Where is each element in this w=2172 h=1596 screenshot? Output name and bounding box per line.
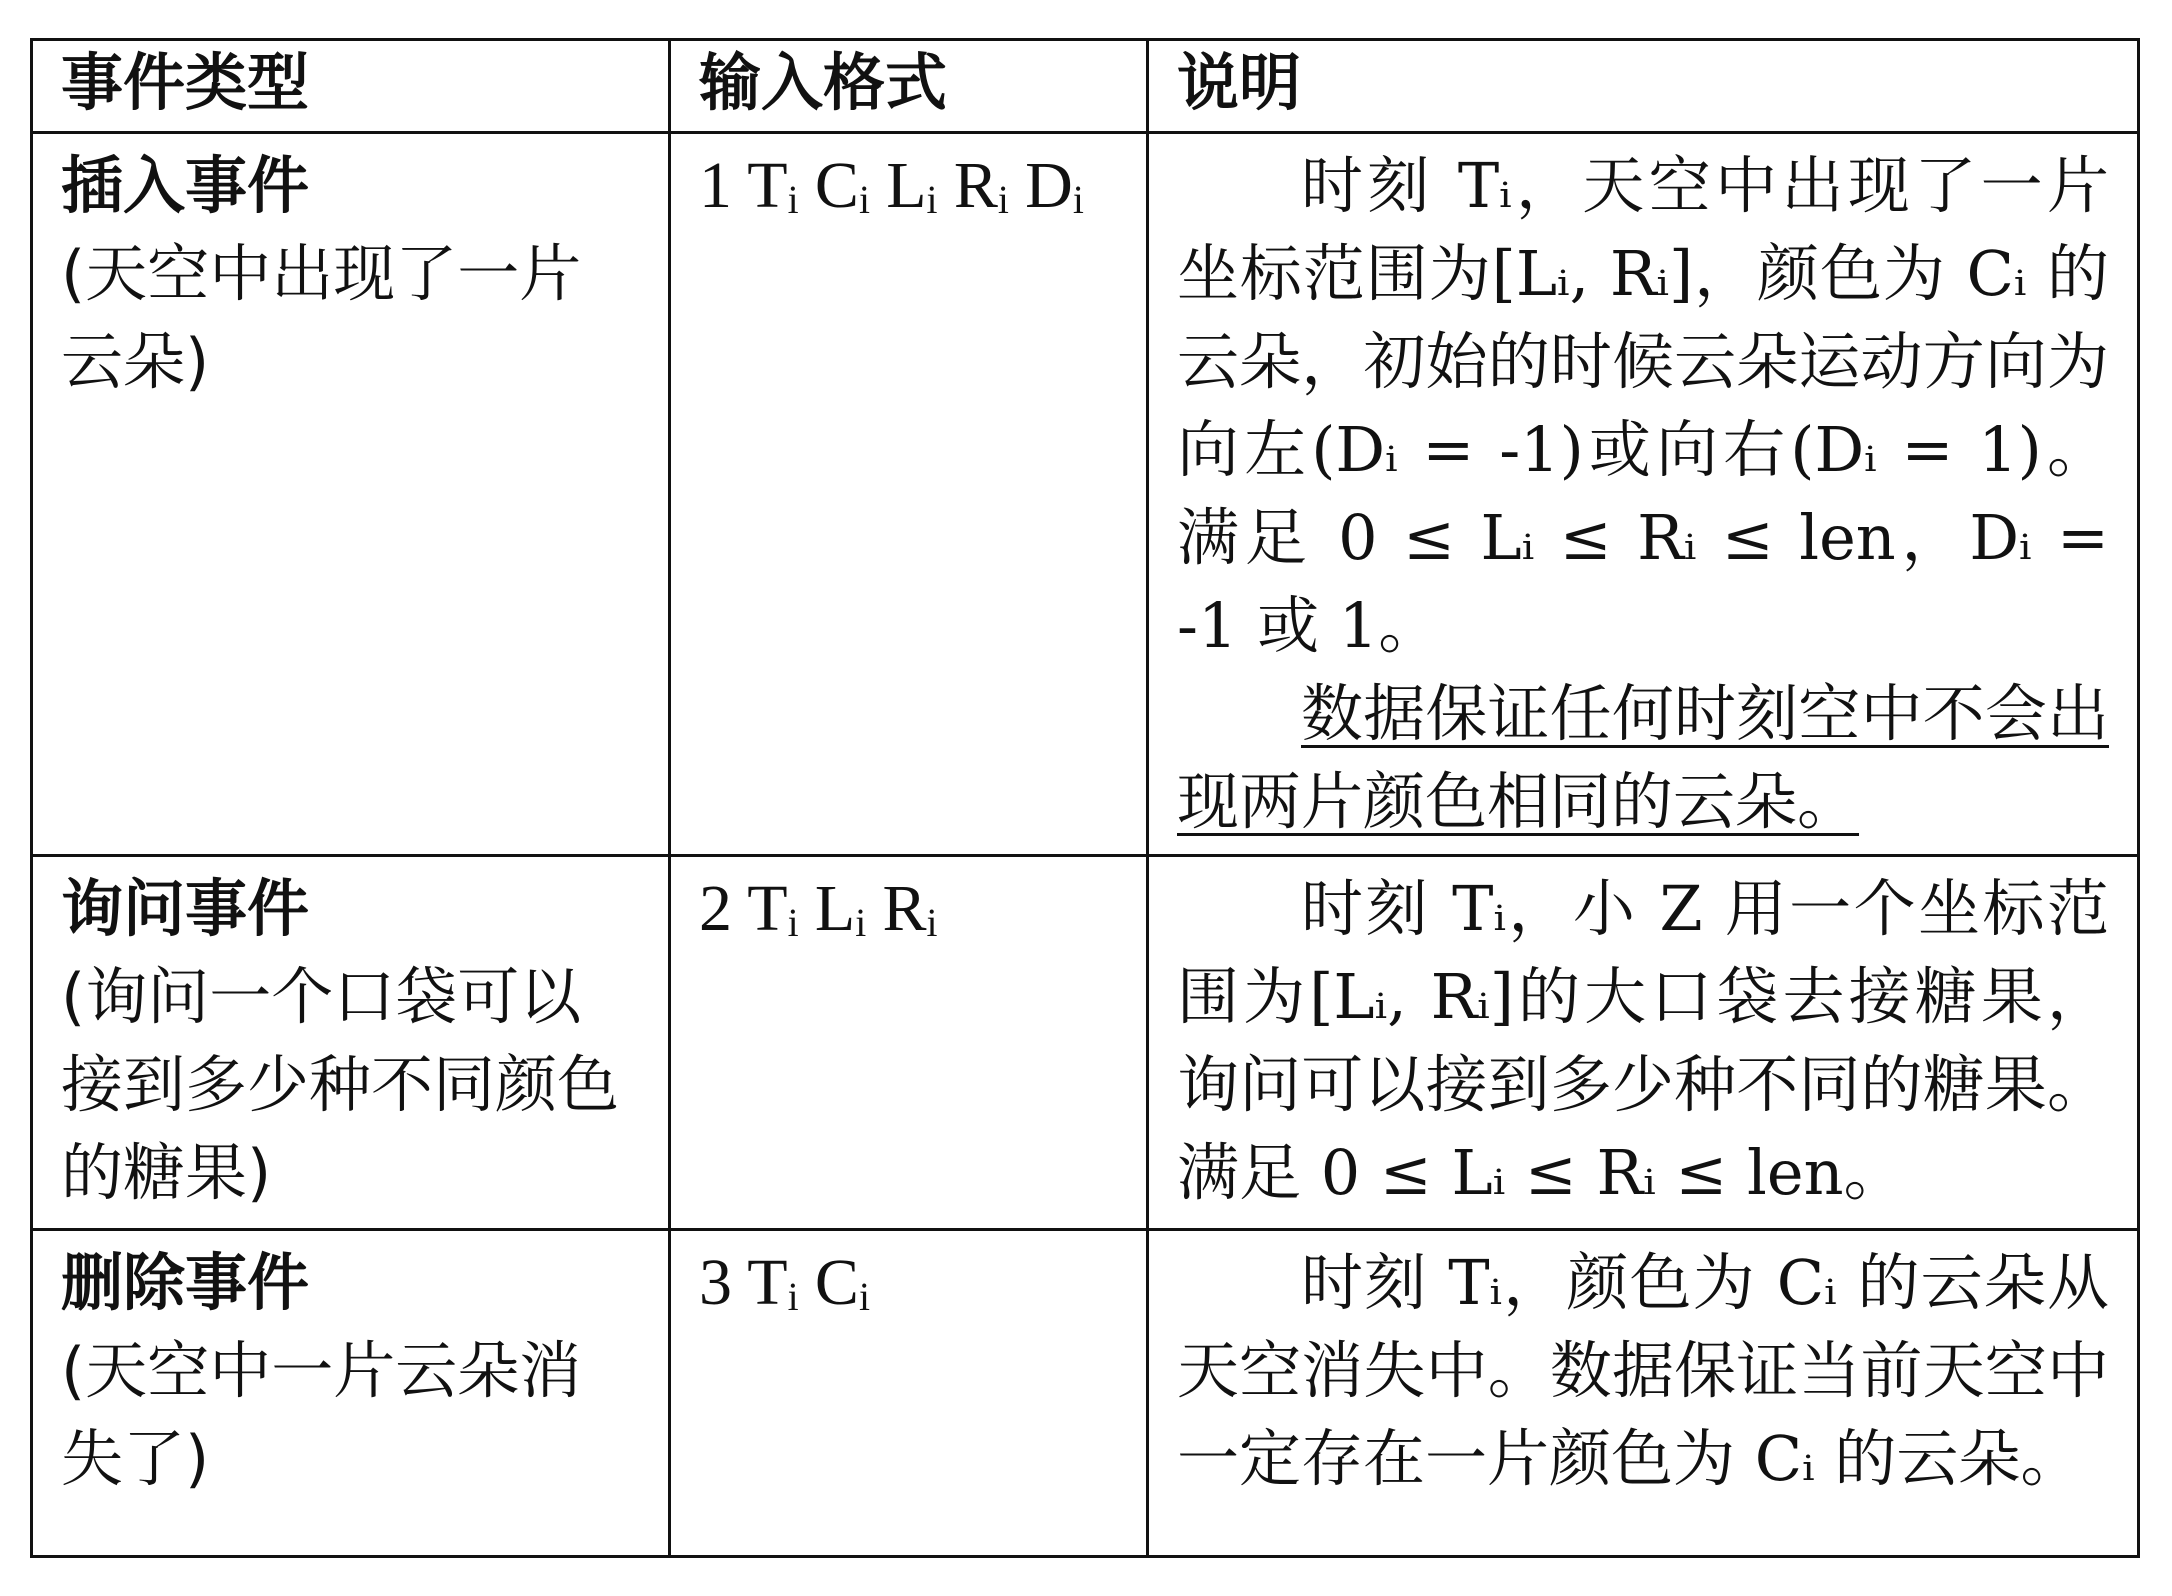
event-type-note: (天空中一片云朵消失了) bbox=[61, 1334, 582, 1495]
header-row bbox=[32, 40, 2139, 133]
event-type-cell bbox=[32, 856, 670, 1230]
header-input-format: 输入格式 bbox=[670, 40, 1148, 133]
event-type-name: 询问事件 bbox=[61, 872, 310, 945]
event-type-cell bbox=[32, 1230, 670, 1557]
table-row bbox=[32, 133, 2139, 856]
event-type-note: (天空中出现了一片云朵) bbox=[61, 237, 582, 398]
header-description: 说明 bbox=[1148, 40, 2139, 133]
table-row bbox=[32, 856, 2139, 1230]
event-type-cell bbox=[32, 133, 670, 856]
description-cell bbox=[1148, 1230, 2139, 1557]
input-format-cell bbox=[670, 856, 1148, 1230]
input-format-cell bbox=[670, 133, 1148, 856]
description-text: 时刻 Tᵢ，颜色为 Cᵢ 的云朵从天空消失中。数据保证当前天空中一定存在一片颜色为 Cᵢ 的云朵。 bbox=[1177, 1246, 2109, 1495]
input-format-text: 3 Tᵢ Cᵢ bbox=[699, 1246, 870, 1319]
description-note: 数据保证任何时刻空中不会出现两片颜色相同的云朵。 bbox=[1177, 677, 2109, 838]
event-type-name: 插入事件 bbox=[61, 149, 310, 222]
header-event-type: 事件类型 bbox=[32, 40, 670, 133]
event-table bbox=[30, 38, 2140, 1558]
table-row bbox=[32, 1230, 2139, 1557]
description-cell bbox=[1148, 856, 2139, 1230]
description-cell bbox=[1148, 133, 2139, 856]
description-text: 时刻 Tᵢ，小 Z 用一个坐标范围为[Lᵢ, Rᵢ]的大口袋去接糖果，询问可以接到多少种不同的糖果。满足 0 ≤ Lᵢ ≤ Rᵢ ≤ len。 bbox=[1177, 872, 2109, 1209]
description-text: 时刻 Tᵢ，天空中出现了一片坐标范围为[Lᵢ, Rᵢ]，颜色为 Cᵢ 的云朵，初始的时候云朵运动方向为向左(Dᵢ = -1)或向右(Dᵢ = 1)。满足 0 ≤ Lᵢ ≤ Rᵢ ≤ len，Dᵢ = -1 或 1。 bbox=[1177, 149, 2109, 662]
event-type-name: 删除事件 bbox=[61, 1246, 310, 1319]
input-format-text: 1 Tᵢ Cᵢ Lᵢ Rᵢ Dᵢ bbox=[699, 149, 1084, 222]
input-format-text: 2 Tᵢ Lᵢ Rᵢ bbox=[699, 872, 938, 945]
input-format-cell bbox=[670, 1230, 1148, 1557]
event-type-note: (询问一个口袋可以接到多少种不同颜色的糖果) bbox=[61, 960, 620, 1209]
